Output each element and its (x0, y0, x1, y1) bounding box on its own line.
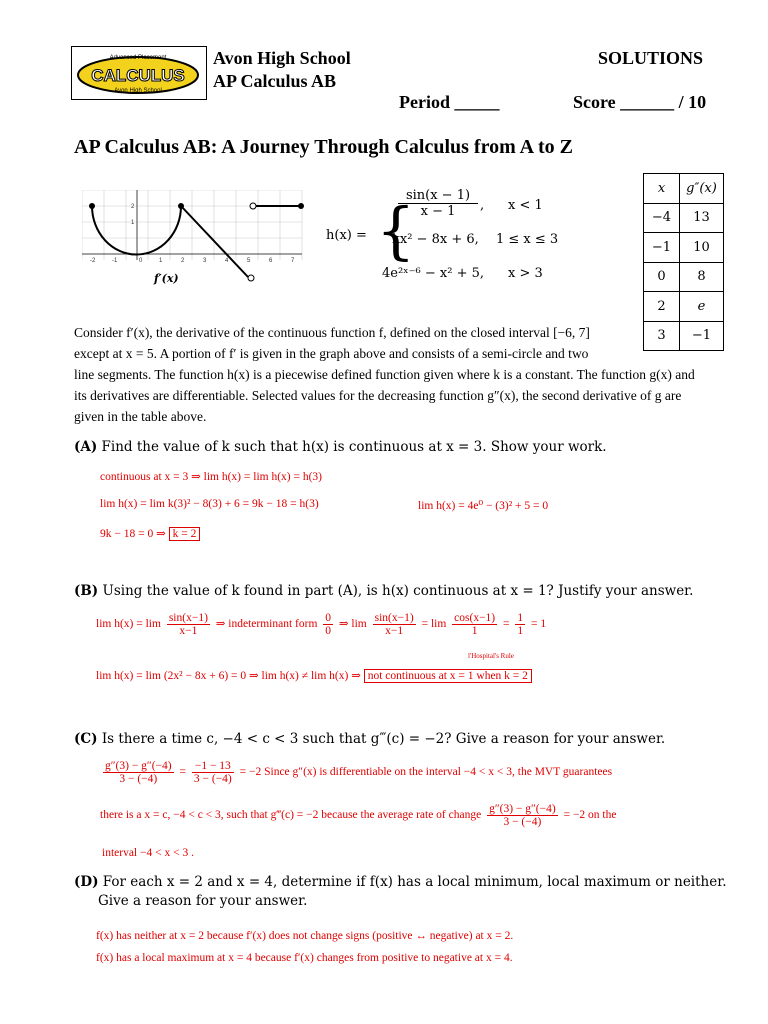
svg-text:0: 0 (139, 258, 143, 264)
svg-text:Avon High School: Avon High School (114, 88, 162, 94)
table-row: 3 −1 (644, 321, 724, 351)
svg-text:6: 6 (269, 258, 273, 264)
svg-text:5: 5 (247, 258, 251, 264)
course-name: AP Calculus AB (213, 71, 337, 91)
question-a: (A) Find the value of k such that h(x) is continuous at x = 3. Show your work. (74, 439, 607, 455)
table-header: g″(x) (680, 174, 724, 204)
intro-line: line segments. The function h(x) is a piecewise defined function given where k is a constant. The function g(x) and (74, 367, 695, 382)
svg-text:7: 7 (291, 258, 295, 264)
table-row: −1 10 (644, 233, 724, 263)
answer-b-line2: lim h(x) = lim (2x² − 8x + 6) = 0 ⇒ lim h(x) ≠ lim h(x) ⇒ not continuous at x = 1 when k = 2 (96, 668, 532, 682)
intro-line: except at x = 5. A portion of f′ is given in the graph above and consists of a semi-circle and two (74, 346, 589, 361)
calculus-logo-icon (72, 47, 205, 98)
answer-b-line1: lim h(x) = lim $\frac{\sin(x-1)}{x-1}$ ⇒ indeterminant form $\frac{0}{0}$ ⇒ lim $\frac{\sin(x-1)}{x-1}$ = lim $\frac{\cos(x-1)}{1}$ = $\frac{1}{1}$ = 1 (96, 612, 547, 637)
svg-text:CALCULUS: CALCULUS (91, 66, 185, 85)
answer-c-line3: interval −4 < x < 3 . (102, 847, 194, 859)
graph-label: f′(x) (154, 272, 179, 285)
answer-a-line2: lim h(x) = lim k(3)² − 8(3) + 6 = 9k − 18 = h(3) (100, 498, 319, 510)
school-name: Avon High School (213, 48, 351, 68)
solutions-label: SOLUTIONS (598, 48, 704, 68)
svg-text:-1: -1 (112, 258, 118, 264)
question-d: (D) For each x = 2 and x = 4, determine if f(x) has a local minimum, local maximum or neither. (74, 874, 727, 890)
table-row: 0 8 (644, 262, 724, 292)
answer-d-line1: f(x) has neither at x = 2 because f′(x) does not change signs (positive ↔ negative) at x = 2. (96, 930, 514, 942)
svg-text:1: 1 (131, 220, 135, 226)
intro-line: Consider f′(x), the derivative of the continuous function f, defined on the closed interval [−6, 7] (74, 325, 590, 340)
table-header: x (644, 174, 680, 204)
brace: { (376, 194, 416, 267)
svg-text:Advanced Placement: Advanced Placement (109, 55, 167, 61)
answer-a-line2b: lim h(x) = 4e⁰ − (3)² + 5 = 0 (418, 500, 549, 512)
period-field: Period _____ (399, 92, 500, 112)
table-row: −4 13 (644, 203, 724, 233)
intro-line: given in the table above. (74, 409, 207, 424)
intro-line: its derivatives are differentiable. Selected values for the decreasing function g″(x), the second derivative of g are (74, 388, 682, 403)
page-title: AP Calculus AB: A Journey Through Calculus from A to Z (74, 136, 573, 158)
svg-text:3: 3 (203, 258, 207, 264)
answer-a-line1: continuous at x = 3 ⇒ lim h(x) = lim h(x) = h(3) (100, 471, 323, 483)
answer-d-line2: f(x) has a local maximum at x = 4 because f′(x) changes from positive to negative at x = 4. (96, 952, 513, 964)
intro-paragraph (74, 322, 724, 427)
question-d-line2: Give a reason for your answer. (98, 893, 308, 909)
f-prime-graph (82, 190, 312, 290)
svg-text:1: 1 (159, 258, 163, 264)
answer-a-line3: 9k − 18 = 0 ⇒ k = 2 (100, 526, 200, 540)
score-field: Score ______ / 10 (573, 92, 707, 112)
table-row: 2 e (644, 292, 724, 322)
question-c: (C) Is there a time c, −4 < c < 3 such that g‴(c) = −2? Give a reason for your answer. (74, 731, 666, 747)
school-logo (71, 46, 207, 100)
svg-text:-2: -2 (90, 258, 96, 264)
answer-c-line1: $\frac{g''(3) - g''(-4)}{3 - (-4)}$ = $\frac{-1 - 13}{3 - (-4)}$ = −2 Since g″(x) is differentiable on the interval −4 < x < 3, the MVT guarantees (105, 760, 613, 785)
answer-c-line2: there is a x = c, −4 < c < 3, such that g‴(c) = −2 because the average rate of change $\frac{g''(3) - g''(-4)}{3 - (-4)}$ = −2 on the (100, 803, 617, 828)
answer-a-boxed: k = 2 (169, 527, 201, 541)
answer-b-boxed: not continuous at x = 1 when k = 2 (364, 669, 532, 683)
lhopital-note: l'Hospital's Rule (468, 652, 514, 660)
question-b: (B) Using the value of k found in part (A), is h(x) continuous at x = 1? Justify your answer. (74, 583, 694, 599)
svg-text:2: 2 (131, 204, 135, 210)
svg-text:2: 2 (181, 258, 185, 264)
svg-text:4: 4 (225, 258, 229, 264)
